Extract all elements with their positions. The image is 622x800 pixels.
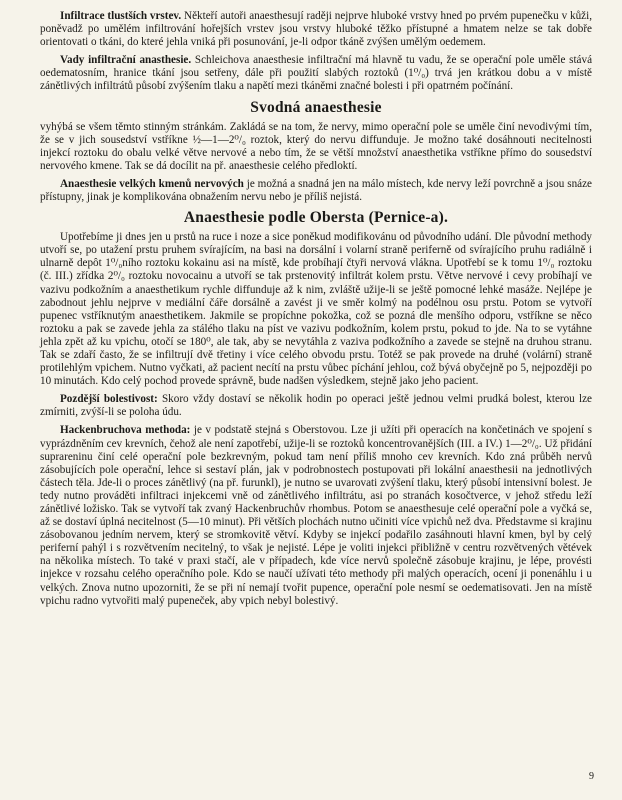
paragraph-vady (40, 54, 592, 93)
paragraph-oberst (40, 231, 592, 388)
section-heading-svodna: Svodná anaesthesie (250, 98, 382, 116)
paragraph-lead: Vady infiltrační anasthesie. (60, 54, 192, 67)
paragraph-kmeny (40, 178, 592, 204)
paragraph-text: Skoro vždy dostaví se několik hodin po operaci ještě jednou velmi prudká bolest, kterou lze zmírniti, zvýší-li se poloha údu. (40, 393, 592, 419)
paragraph-lead: Infiltrace tlustších vrstev. (60, 10, 182, 22)
paragraph-text: Někteří autoři anaesthesují raději nejprve hluboké vrstvy hned po prvém pupenečku v kůži, poněvadž po umělém infiltrování hořejších vrstev jsou vrstvy hluboké těžko přístupné a hmatem nelze se tak dobře orientovati o tkáni, do které jehla vniká při posunování, je-li odpor tkáně zvýšen umělým oedemem. (40, 10, 592, 49)
paragraph-text: vyhýbá se všem těmto stinným stránkám. Zakládá se na tom, že nervy, mimo operační pole se uměle činí nevodivými tím, že se v jich sousedství vstříkne ½—1—2⁰/₀ roztok, který do nervu diffunduje. Je možno také dosáhnouti necitelnosti injekcí roztoku do obalu velké větve nervové a nebo tím, že se větší množství anaesthetika vstříkne přímo do sousedství nervového kmene. Tak se dá docílit na př. anaesthesie celého předloktí. (40, 120, 592, 172)
paragraph-text: je možná a snadná jen na málo místech, kde nervy leží povrchně a jsou snáze přístupny, jinak je komplikována obnažením nervu nebo je příliš nejistá. (40, 177, 592, 204)
paragraph-infiltrace (40, 10, 592, 49)
paragraph-text: je v podstatě stejná s Oberstovou. Lze ji užíti při operacích na končetinách ve spojení s vyprázdněním cev krevních, čehož ale není zapotřebí, užije-li se roztoků koncentrovanějších (III. a IV.) 1—2⁰/₀. Už přidání suprareninu činí celé operační pole bezkrevným, pokud tam není příliš mnoho cev krevních. Kdo zná průběh nervů zásobujících pole operační, lehce si sestaví plán, jak v podrobnostech postupovati při lokální anaesthesii na jednotlivých částech těla. Jde-li o proces zánětlivý (na př. furunkl), je nutno se uvarovati zvýšení tlaku, který působí intensivní bolest. Je tedy nutno prováděti infiltraci injekcemi vně od zánětlivého infiltrátu, asi po stranách kosočtverce, v jehož středu leží zánětlivé ložisko. Tak se vytvoří tak zvaný Hackenbruchův rhombus. Potom se anaesthesuje celé operační pole a vyčká se, až se dostaví úplná necitelnost (5—10 minut). Při větších plochách nutno učiniti více vpichů než dva. Představme si krajinu zásobovanou jedním nervem, který se stromkovitě větví. Kdyby se injekcí podařilo zasáhnouti hlavní kmen, byl by celý periferní pahýl i s rozvětvením necitelný, to však je nejisté. Lépe je voliti injekci přibližně v centru rozvětvených větévek na několika místech. To také v praxi stačí, ale v případech, kde více nervů společně zásobuje krajinu, je lépe, provésti injekce v rozsahu celého operačního pole. Kdo se naučí užívati této methody při malých operacích, ocení ji ponenáhlu i u velkých. Znova nutno upozorniti, že se při ní nemají tvořit pupence, operační pole nesmí se oedematisovati. Jen na místě vpichu radno vytvořiti malý pupeneček, aby vpich nebyl bolestivý. (40, 424, 592, 607)
paragraph-svodna-intro (40, 121, 592, 173)
paragraph-text: Schleichova anaesthesie infiltrační má hlavně tu vadu, že se operační pole uměle stává oedematosním, hranice tkání jsou setřeny, dále při použití slabých roztoků (1⁰/₀) trvá jen krátkou dobu a v místě zánětlivých infiltrátů působí zvýšením tlaku a napětí mezi tkáněmi značné bolesti i při opatrném počínání. (40, 54, 593, 93)
paragraph-lead: Hackenbruchova methoda: (60, 424, 191, 437)
page-number: 9 (589, 771, 594, 782)
paragraph-lead: Anaesthesie velkých kmenů nervových (60, 177, 244, 190)
paragraph-lead: Pozdější bolestivost: (60, 393, 158, 406)
paragraph-text: Upotřebíme ji dnes jen u prstů na ruce i noze a sice poněkud modifikovánu od původního udání. Dle původní methody utvoří se, po utažení prstu pruhem svírajícím, na basi na dorsální i volarní straně periferně od svírajícího pruhu radiálně i ulnarně depôt 1⁰/₀ního roztoku kokainu asi na místě, kde probíhají čtyři nervová vlákna. Upotřebí se k tomu 1⁰/₀ roztoku (č. III.) zřídka 2⁰/₀ roztoku novocainu a utvoří se tak prstenovitý infiltrát kolem prstu. Větve nervové i cevy probíhají ve vazivu podkožním a anaesthetikum rychle diffunduje až k nim, zvláště užije-li se ještě pomocné lehké masáže. Nejlépe je zabodnout jehlu nejprve v mediální čáře dorsálně a zavést ji ve směr kolmý na podélnou osu prstu. Potom se vytvoří pupenec vstříknutým anaesthetikem. Jakmile se propíchne pokožka, což se pozná dle menšího odporu, vstříkne se něco roztoku a pak se zavede jehla za stálého tlaku na píst ve vazivu podkožním, kolem prstu, pokud to jde. Na to se vytáhne jehla zpět až ku vpichu, otočí se 180⁰, ale tak, aby se nevytáhla z vaziva podkožního a zavede se stejně na druhou stranu. Tak se zdaří často, že se infiltrují dvě třetiny i více celého obvodu prstu. Totéž se pak provede na druhé (volární) straně protilehlým vpichem. Nutno vyčkati, až pacient necítí na prstu vůbec píchání jehlou, což bývá obyčejně po 5, nejpozději po 10 minutách. Kdo celý pochod provede správně, bude nadšen výsledkem, stejně jako jeho pacient. (40, 231, 592, 388)
paragraph-bolestivost (40, 393, 592, 419)
section-heading-oberst: Anaesthesie podle Obersta (Pernice-a). (183, 209, 449, 227)
paragraph-hackenbruch (40, 424, 592, 607)
